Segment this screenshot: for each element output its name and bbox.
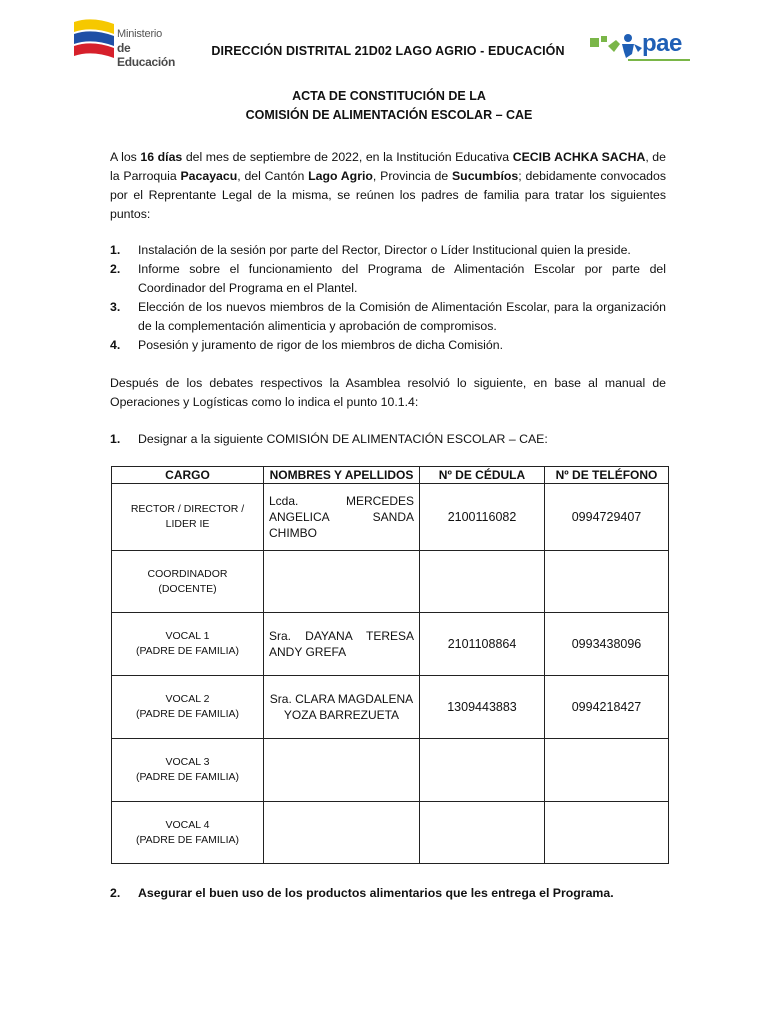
table-row	[112, 551, 669, 613]
list-item: 2. Informe sobre el funcionamiento del Programa de Alimentación Escolar por parte del Coordinador del Programa en el Plantel.	[110, 262, 666, 295]
cargo-cell: VOCAL 4 (PADRE DE FAMILIA)	[112, 802, 264, 864]
cargo-cell: VOCAL 3 (PADRE DE FAMILIA)	[112, 739, 264, 802]
cedula-cell: 2101108864	[420, 613, 545, 676]
telefono-cell	[545, 739, 669, 802]
canton-name: Lago Agrio	[308, 169, 373, 183]
name-cell: Lcda. MERCEDES ANGELICA SANDA CHIMBO	[264, 484, 420, 551]
institution-name: CECIB ACHKA SACHA	[512, 150, 646, 164]
telefono-cell	[545, 802, 669, 864]
intro-paragraph: A los 16 días del mes de septiembre de 2022, en la Institución Educativa CECIB ACHKA SACHA, de la Parroquia Pacayacu, del Cantón Lago Agrio, Provincia de Sucumbíos; debidamente convocados por el Reprentante Legal de la misma, se reúnen los padres de familia para tratar los siguientes puntos:	[110, 150, 666, 221]
name-cell: Sra. CLARA MAGDALENA YOZA BARREZUETA	[264, 676, 420, 739]
name-cell	[264, 739, 420, 802]
ministry-flag-icon	[70, 18, 116, 62]
list-item: 4. Posesión y juramento de rigor de los miembros de dicha Comisión.	[110, 338, 503, 352]
table-row	[112, 802, 669, 864]
telefono-cell: 0994729407	[545, 484, 669, 551]
table-row	[112, 613, 669, 676]
ministry-name-line2: de Educación	[117, 41, 175, 69]
cargo-cell: COORDINADOR (DOCENTE)	[112, 551, 264, 613]
cargo-cell: VOCAL 2 (PADRE DE FAMILIA)	[112, 676, 264, 739]
cedula-cell: 2100116082	[420, 484, 545, 551]
cedula-cell	[420, 802, 545, 864]
pae-figures-icon	[588, 32, 646, 62]
cargo-cell: RECTOR / DIRECTOR / LIDER IE	[112, 484, 264, 551]
ministry-logo	[70, 18, 190, 69]
cedula-cell: 1309443883	[420, 676, 545, 739]
cedula-cell	[420, 551, 545, 613]
parish-name: Pacayacu	[180, 169, 238, 183]
meeting-date: septiembre de 2022	[249, 150, 359, 164]
meeting-day: 16 días	[140, 150, 183, 164]
table-row	[112, 484, 669, 551]
list-item: 1. Designar a la siguiente COMISIÓN DE ALIMENTACIÓN ESCOLAR – CAE:	[110, 432, 548, 446]
table-header-row	[112, 467, 669, 484]
cedula-cell	[420, 739, 545, 802]
header-telefono: Nº DE TELÉFONO	[545, 467, 669, 484]
pae-underline	[628, 59, 690, 61]
agenda-list	[110, 241, 666, 355]
telefono-cell: 0993438096	[545, 613, 669, 676]
header-cargo: CARGO	[112, 467, 264, 484]
telefono-cell: 0994218427	[545, 676, 669, 739]
province-name: Sucumbíos	[451, 169, 519, 183]
designate-item	[110, 430, 666, 449]
header-nombres: NOMBRES Y APELLIDOS	[264, 467, 420, 484]
document-title-line2: COMISIÓN DE ALIMENTACIÓN ESCOLAR – CAE	[245, 108, 533, 122]
pae-wordmark: pae	[642, 30, 682, 57]
final-point	[110, 884, 666, 903]
pae-logo	[588, 30, 692, 64]
ministry-name-line1: Ministerio	[117, 28, 163, 40]
table-row	[112, 676, 669, 739]
resolution-paragraph: Después de los debates respectivos la Asamblea resolvió lo siguiente, en base al manual de Operaciones y Logísticas como lo indica el punto 10.1.4:	[110, 376, 666, 409]
name-cell	[264, 802, 420, 864]
list-item: 2. Asegurar el buen uso de los productos alimentarios que les entrega el Programa.	[110, 886, 614, 900]
header-cedula: Nº DE CÉDULA	[420, 467, 545, 484]
header-title: DIRECCIÓN DISTRITAL 21D02 LAGO AGRIO - EDUCACIÓN	[211, 44, 565, 58]
list-item: 1. Instalación de la sesión por parte del Rector, Director o Líder Institucional quien la preside.	[110, 243, 631, 257]
cargo-cell: VOCAL 1 (PADRE DE FAMILIA)	[112, 613, 264, 676]
telefono-cell	[545, 551, 669, 613]
name-cell: Sra. DAYANA TERESA ANDY GREFA	[264, 613, 420, 676]
commission-table	[111, 466, 669, 864]
name-cell	[264, 551, 420, 613]
document-title-line1: ACTA DE CONSTITUCIÓN DE LA	[292, 89, 486, 103]
list-item: 3. Elección de los nuevos miembros de la Comisión de Alimentación Escolar, para la organización de la complementación alimenticia y aprobación de compromisos.	[110, 300, 666, 333]
table-row	[112, 739, 669, 802]
